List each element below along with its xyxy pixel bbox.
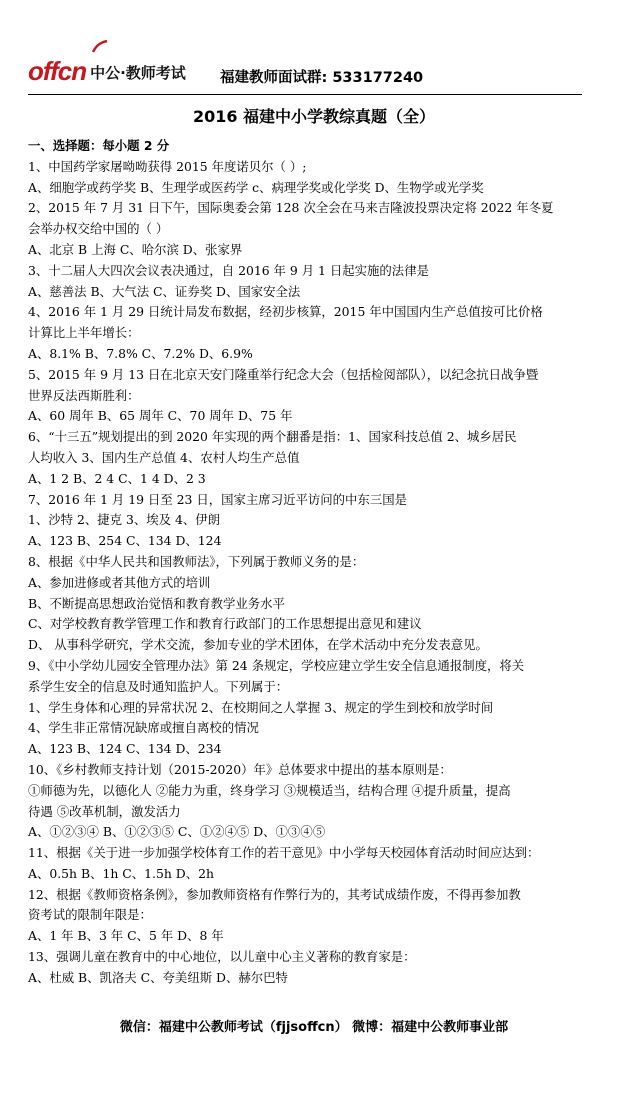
text-line: D、 从事科学研究，学术交流，参加专业的学术团体，在学术活动中充分发表意见。 — [28, 637, 488, 653]
text-line: A、8.1% B、7.8% C、7.2% D、6.9% — [28, 345, 253, 361]
text-line: A、123 B、254 C、134 D、124 — [28, 533, 222, 549]
text-line: 1、学生身体和心理的异常状况 2、在校期间之人掌握 3、规定的学生到校和放学时间 — [28, 699, 494, 715]
text-line: 3、十二届人大四次会议表决通过，自 2016 年 9 月 1 日起实施的法律是 — [28, 262, 429, 278]
text-line: 系学生安全的信息及时通知监护人。下列属于： — [28, 678, 289, 694]
text-line: A、0.5h B、1h C、1.5h D、2h — [28, 865, 214, 881]
text-line: A、北京 B 上海 C、哈尔滨 D、张家界 — [28, 241, 243, 257]
text-line: 世界反法西斯胜利： — [28, 387, 140, 403]
text-line: A、60 周年 B、65 周年 C、70 周年 D、75 年 — [28, 408, 293, 424]
text-line: B、不断提高思想政治觉悟和教育教学业务水平 — [28, 595, 285, 611]
text-line: 4、学生非正常情况缺席或擅自离校的情况 — [28, 720, 259, 736]
logo-swoosh-icon — [92, 40, 108, 54]
offcn-logo — [28, 38, 218, 86]
text-line: 6、“十三五”规划提出的到 2020 年实现的两个翻番是指：1、国家科技总值 2、城乡居民 — [28, 429, 517, 445]
text-line: 人均收入 3、国内生产总值 4、农村人均生产总值 — [28, 449, 300, 465]
teacher-group-number: 福建教师面试群: 533177240 — [220, 70, 424, 86]
text-line: ①师德为先，以德化人 ②能力为重，终身学习 ③规模适当，结构合理 ④提升质量，提高 — [28, 782, 511, 798]
text-line: 1、沙特 2、捷克 3、埃及 4、伊朗 — [28, 512, 221, 528]
text-line: A、杜威 B、凯洛夫 C、夸美纽斯 D、赫尔巴特 — [28, 969, 288, 985]
text-line: 资考试的限制年限是： — [28, 907, 152, 923]
text-line: A、1 年 B、3 年 C、5 年 D、8 年 — [28, 928, 224, 944]
text-line: A、1 2 B、2 4 C、1 4 D、2 3 — [28, 470, 206, 486]
text-line: 13、强调儿童在教育中的中心地位，以儿童中心主义著称的教育家是： — [28, 949, 416, 965]
text-line: 12、根据《教师资格条例》，参加教师资格有作弊行为的，其考试成绩作废，不得再参加教 — [28, 886, 521, 902]
text-line: 5、2015 年 9 月 13 日在北京天安门隆重举行纪念大会（包括检阅部队），以纪念抗日战争暨 — [28, 366, 539, 382]
text-line: 待遇 ⑤改革机制，激发活力 — [28, 803, 181, 819]
page-title: 2016 福建中小学教综真题（全） — [192, 107, 436, 126]
text-line: 会举办权交给中国的（ ） — [28, 221, 169, 237]
header — [28, 38, 582, 94]
text-line: 计算比上半年增长： — [28, 325, 140, 341]
text-line: A、参加进修或者其他方式的培训 — [28, 574, 211, 590]
footer-contact: 微信：福建中公教师考试（fjjsoffcn） 微博：福建中公教师事业部 — [119, 1020, 509, 1035]
text-line: 9、《中小学幼儿园安全管理办法》第 24 条规定，学校应建立学生安全信息通报制度，将关 — [28, 657, 525, 673]
text-line: 10、《乡村教师支持计划（2015-2020）年》总体要求中提出的基本原则是： — [28, 761, 452, 777]
text-line: 4、2016 年 1 月 29 日统计局发布数据，经初步核算，2015 年中国国内生产总值按可比价格 — [28, 304, 543, 320]
question-list — [28, 136, 584, 989]
text-line: 11、根据《关于进一步加强学校体育工作的若干意见》中小学每天校园体育活动时间应达到： — [28, 845, 540, 861]
text-line: A、123 B、124 C、134 D、234 — [28, 741, 222, 757]
text-line: C、对学校教育教学管理工作和教育行政部门的工作思想提出意见和建议 — [28, 616, 422, 632]
section-heading: 一、选择题：每小题 2 分 — [28, 138, 170, 153]
logo-cn-text: 中公·教师考试 — [90, 64, 186, 82]
text-line: 7、2016 年 1 月 19 日至 23 日，国家主席习近平访问的中东三国是 — [28, 491, 407, 507]
text-line: A、慈善法 B、大气法 C、证券奖 D、国家安全法 — [28, 283, 301, 299]
logo-text: offcn — [28, 56, 87, 86]
header-divider — [28, 94, 582, 95]
text-line: A、细胞学或药学奖 B、生理学或医药学 c、病理学奖或化学奖 D、生物学或光学奖 — [28, 179, 484, 195]
text-line: 8、根据《中华人民共和国教师法》，下列属于教师义务的是： — [28, 553, 365, 569]
text-line: 2、2015 年 7 月 31 日下午，国际奥委会第 128 次全会在马来吉隆波投票决定将 2022 年冬夏 — [28, 200, 554, 216]
text-line: 1、中国药学家屠呦呦获得 2015 年度诺贝尔（ ）; — [28, 158, 307, 174]
text-line: A、①②③④ B、①②③⑤ C、①②④⑤ D、①③④⑤ — [28, 824, 326, 840]
